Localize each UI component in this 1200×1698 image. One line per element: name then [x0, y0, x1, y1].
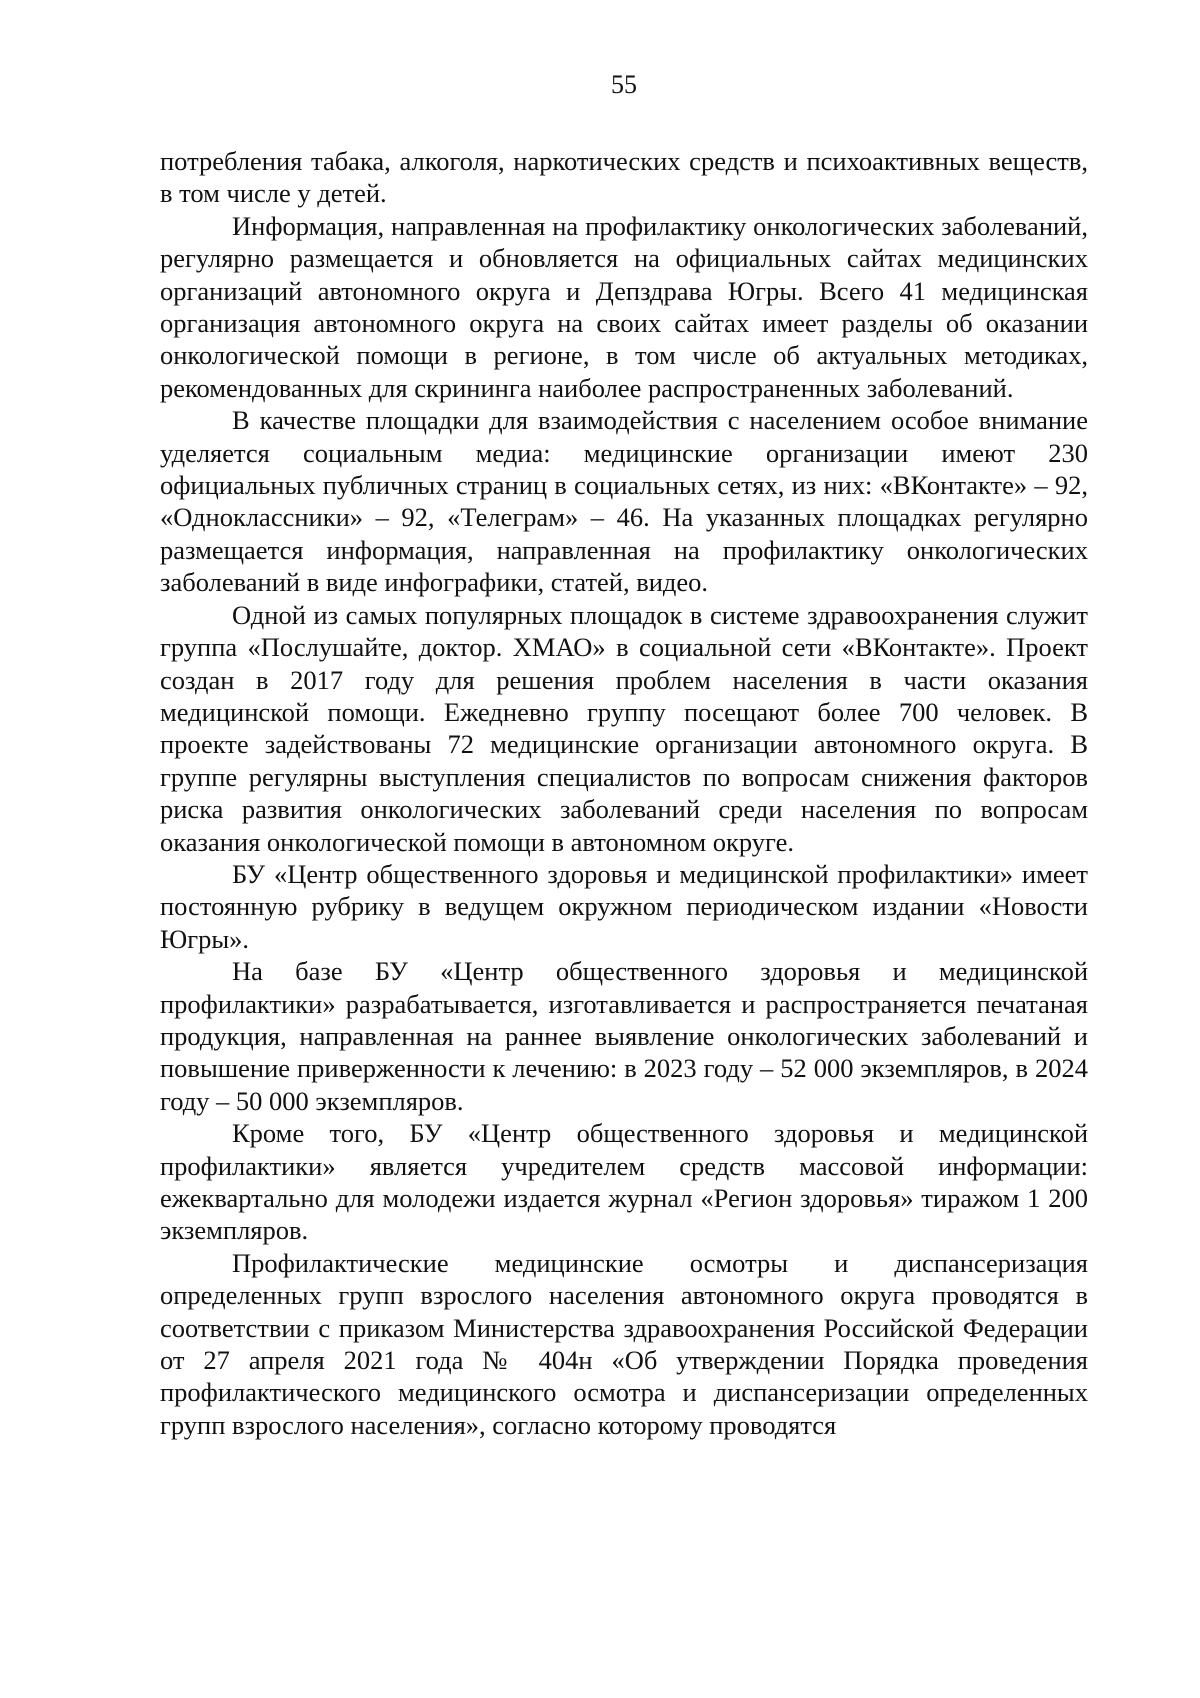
document-body: [160, 145, 1088, 1441]
paragraph-magazine: Кроме того, БУ «Центр общественного здоровья и медицинской профилактики» является учредителем средств массовой информации: ежеквартально для молодежи издается журнал «Регион здоровья» тиражом 1 200 экземпляров.: [160, 1118, 1088, 1246]
paragraph-newspaper-rubric: БУ «Центр общественного здоровья и медицинской профилактики» имеет постоянную рубрику в ведущем окружном периодическом издании «Новости Югры».: [160, 858, 1088, 954]
paragraph-website-information: Информация, направленная на профилактику онкологических заболеваний, регулярно размещается и обновляется на официальных сайтах медицинских организаций автономного округа и Депздрава Югры. Всего 41 медицинская организация автономного округа на своих сайтах имеет разделы об оказании онкологической помощи в регионе, в том числе об актуальных методиках, рекомендованных для скрининга наиболее распространенных заболеваний.: [160, 210, 1088, 403]
paragraph-printed-materials: На базе БУ «Центр общественного здоровья и медицинской профилактики» разрабатывается, изготавливается и распространяется печатаная продукция, направленная на раннее выявление онкологических заболеваний и повышение приверженности к лечению: в 2023 году – 52 000 экземпляров, в 2024 году – 50 000 экземпляров.: [160, 956, 1088, 1116]
page-number: 55: [611, 70, 637, 99]
paragraph-medical-examinations: Профилактические медицинские осмотры и диспансеризация определенных групп взрослого населения автономного округа проводятся в соответствии с приказом Министерства здравоохранения Российской Федерации от 27 апреля 2021 года № 404н «Об утверждении Порядка проведения профилактического медицинского осмотра и диспансеризации определенных групп взрослого населения», согласно которому проводятся: [160, 1247, 1088, 1440]
paragraph-continuation: потребления табака, алкоголя, наркотических средств и психоактивных веществ, в том числе у детей.: [160, 146, 1088, 209]
paragraph-vk-group: Одной из самых популярных площадок в системе здравоохранения служит группа «Послушайте, доктор. ХМАО» в социальной сети «ВКонтакте». Проект создан в 2017 году для решения проблем населения в части оказания медицинской помощи. Ежедневно группу посещают более 700 человек. В проекте задействованы 72 медицинские организации автономного округа. В группе регулярны выступления специалистов по вопросам снижения факторов риска развития онкологических заболеваний среди населения по вопросам оказания онкологической помощи в автономном округе.: [160, 599, 1088, 857]
paragraph-social-media: В качестве площадки для взаимодействия с населением особое внимание уделяется социальным медиа: медицинские организации имеют 230 официальных публичных страниц в социальных сетях, из них: «ВКонтакте» – 92, «Одноклассники» – 92, «Телеграм» – 46. На указанных площадках регулярно размещается информация, направленная на профилактику онкологических заболеваний в виде инфографики, статей, видео.: [160, 405, 1088, 598]
